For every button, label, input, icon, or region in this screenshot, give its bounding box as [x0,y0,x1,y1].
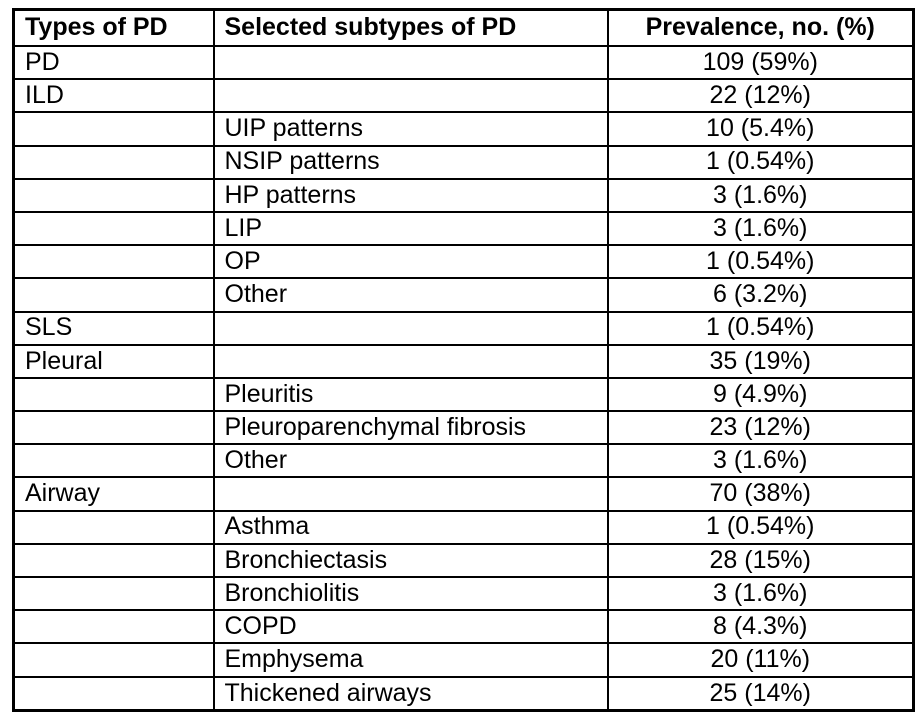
prevalence-cell: 8 (4.3%) [608,610,914,643]
subtype-cell: LIP [214,212,608,245]
column-header-types-of-pd: Types of PD [14,10,214,47]
type-cell: PD [14,46,214,79]
subtype-cell: Other [214,278,608,311]
prevalence-cell: 1 (0.54%) [608,511,914,544]
prevalence-cell: 1 (0.54%) [608,312,914,345]
table-row [14,345,914,378]
subtype-cell: Bronchiectasis [214,544,608,577]
prevalence-cell: 28 (15%) [608,544,914,577]
prevalence-cell: 3 (1.6%) [608,212,914,245]
prevalence-cell: 6 (3.2%) [608,278,914,311]
table-row [14,79,914,112]
table-row [14,511,914,544]
table-row [14,112,914,145]
prevalence-cell: 23 (12%) [608,411,914,444]
prevalence-cell: 20 (11%) [608,643,914,676]
prevalence-cell: 1 (0.54%) [608,146,914,179]
type-cell [14,511,214,544]
type-cell [14,444,214,477]
subtype-cell [214,46,608,79]
prevalence-cell: 3 (1.6%) [608,444,914,477]
prevalence-cell: 3 (1.6%) [608,179,914,212]
subtype-cell: NSIP patterns [214,146,608,179]
subtype-cell [214,79,608,112]
column-header-prevalence: Prevalence, no. (%) [608,10,914,47]
column-header-selected-subtypes: Selected subtypes of PD [214,10,608,47]
table-row [14,477,914,510]
type-cell [14,179,214,212]
table-row [14,577,914,610]
table-body [14,46,914,711]
subtype-cell [214,312,608,345]
subtype-cell [214,345,608,378]
table-row [14,444,914,477]
subtype-cell: Asthma [214,511,608,544]
subtype-cell: Pleuroparenchymal fibrosis [214,411,608,444]
type-cell: Pleural [14,345,214,378]
table-row [14,212,914,245]
subtype-cell: Thickened airways [214,677,608,711]
type-cell [14,577,214,610]
type-cell [14,544,214,577]
type-cell [14,610,214,643]
type-cell: SLS [14,312,214,345]
subtype-cell: Bronchiolitis [214,577,608,610]
type-cell [14,411,214,444]
table-row [14,378,914,411]
subtype-cell: UIP patterns [214,112,608,145]
prevalence-cell: 22 (12%) [608,79,914,112]
prevalence-cell: 1 (0.54%) [608,245,914,278]
subtype-cell: HP patterns [214,179,608,212]
subtype-cell: Pleuritis [214,378,608,411]
table-row [14,677,914,711]
prevalence-cell: 9 (4.9%) [608,378,914,411]
type-cell [14,677,214,711]
type-cell: ILD [14,79,214,112]
table-row [14,46,914,79]
type-cell [14,278,214,311]
prevalence-cell: 10 (5.4%) [608,112,914,145]
prevalence-table [12,8,915,712]
type-cell [14,112,214,145]
table-row [14,278,914,311]
prevalence-cell: 70 (38%) [608,477,914,510]
table-row [14,411,914,444]
type-cell [14,146,214,179]
subtype-cell: Other [214,444,608,477]
prevalence-cell: 109 (59%) [608,46,914,79]
header-row [14,10,914,47]
type-cell [14,245,214,278]
subtype-cell: COPD [214,610,608,643]
table-row [14,312,914,345]
subtype-cell: OP [214,245,608,278]
type-cell [14,212,214,245]
prevalence-cell: 3 (1.6%) [608,577,914,610]
subtype-cell: Emphysema [214,643,608,676]
table-row [14,610,914,643]
table-row [14,146,914,179]
subtype-cell [214,477,608,510]
type-cell: Airway [14,477,214,510]
table-row [14,179,914,212]
table-row [14,643,914,676]
table-row [14,245,914,278]
table-row [14,544,914,577]
type-cell [14,378,214,411]
prevalence-cell: 35 (19%) [608,345,914,378]
prevalence-cell: 25 (14%) [608,677,914,711]
table-header [14,10,914,47]
type-cell [14,643,214,676]
